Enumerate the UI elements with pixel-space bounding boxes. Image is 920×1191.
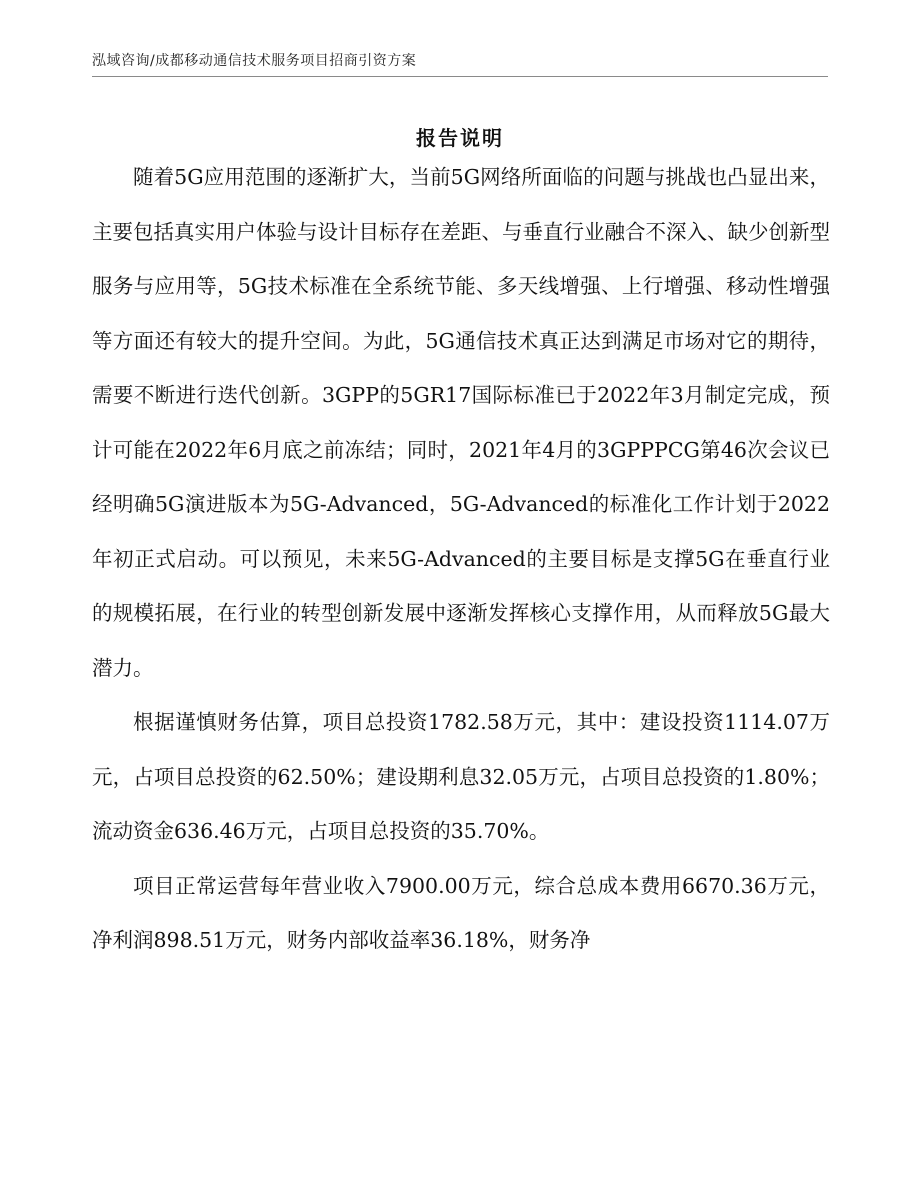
paragraph-operations: 项目正常运营每年营业收入7900.00万元，综合总成本费用6670.36万元，净利润898.51万元，财务内部收益率36.18%，财务净	[92, 873, 830, 952]
paragraph-investment: 根据谨慎财务估算，项目总投资1782.58万元，其中：建设投资1114.07万元，占项目总投资的62.50%；建设期利息32.05万元，占项目总投资的1.80%；流动资金636.46万元，占项目总投资的35.70%。	[92, 710, 830, 843]
section-title: 报告说明	[416, 126, 504, 150]
paragraph-5g-background: 随着5G应用范围的逐渐扩大，当前5G网络所面临的问题与挑战也凸显出来，主要包括真实用户体验与设计目标存在差距、与垂直行业融合不深入、缺少创新型服务与应用等，5G技术标准在全系统节能、多天线增强、上行增强、移动性增强等方面还有较大的提升空间。为此，5G通信技术真正达到满足市场对它的期待，需要不断进行迭代创新。3GPP的5GR17国际标准已于2022年3月制定完成，预计可能在2022年6月底之前冻结；同时，2021年4月的3GPPPCG第46次会议已经明确5G演进版本为5G-Advanced，5G-Advanced的标准化工作计划于2022年初正式启动。可以预见，未来5G-Advanced的主要目标是支撑5G在垂直行业的规模拓展，在行业的转型创新发展中逐渐发挥核心支撑作用，从而释放5G最大潜力。	[92, 165, 830, 680]
header-divider	[92, 76, 828, 77]
document-body	[92, 150, 830, 968]
running-header: 泓域咨询/成都移动通信技术服务项目招商引资方案	[92, 53, 417, 69]
